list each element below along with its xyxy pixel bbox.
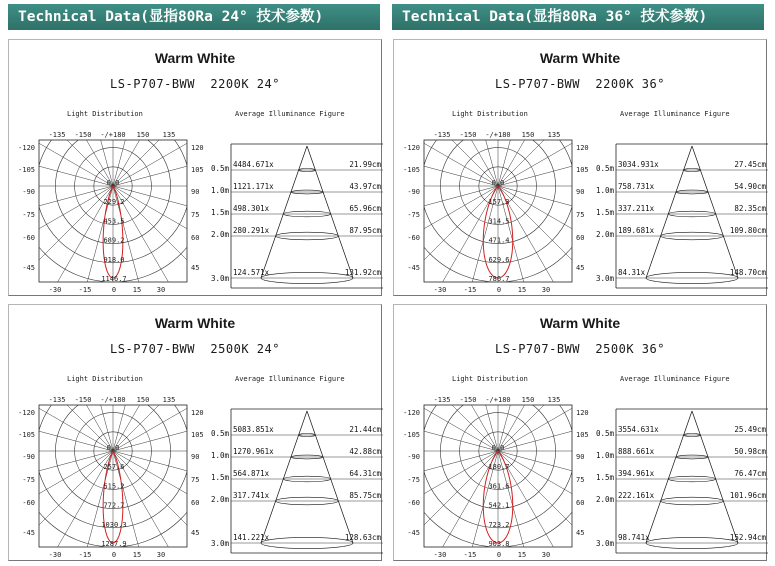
polar-ring-value: 723.2 [488,520,510,529]
angle-label-left: -90 [22,453,35,461]
polar-spoke [0,451,113,566]
illum-lux-value: 280.291x [233,226,270,235]
angle-label-top: -150 [74,396,92,404]
angle-label-top: -135 [48,396,66,404]
angle-label-right: 60 [191,499,200,507]
angle-label-right: 105 [191,166,204,174]
illum-distance-label: 1.5m [595,208,614,217]
angle-label-top: 135 [162,131,176,139]
angle-label-right: 60 [191,234,200,242]
angle-label-top: 135 [547,131,561,139]
illum-diameter-value: 85.75cm [349,491,381,500]
angle-label-left: -105 [18,431,35,439]
angle-label-left: -75 [22,476,35,484]
illum-distance-label: 0.5m [210,429,229,438]
angle-label-top: -/+180 [485,396,511,404]
angle-label-bottom: -30 [48,551,62,559]
illum-lux-value: 189.681x [618,226,655,235]
illum-distance-label: 3.0m [210,539,229,548]
angle-label-bottom: -30 [433,551,447,559]
angle-label-right: 90 [191,453,200,461]
angle-label-top: -150 [459,131,477,139]
illum-lux-value: 5083.851x [233,425,274,434]
angle-label-right: 105 [576,166,589,174]
angle-label-bottom: 0 [496,286,502,294]
panel-2500k-24deg [8,304,382,561]
angle-label-right: 105 [191,431,204,439]
angle-label-left: -75 [22,211,35,219]
illum-diameter-value: 27.45cm [734,160,766,169]
illum-cone-right [307,411,353,543]
angle-label-left: -90 [22,188,35,196]
angle-label-top: -/+180 [100,131,126,139]
angle-label-left: -45 [22,529,35,537]
polar-center-value: 0.0 [106,444,120,452]
illum-cone-right [692,411,738,543]
illum-lux-value: 498.301x [233,204,270,213]
polar-ring-value: 542.1 [488,501,510,510]
polar-ring-value: 1146.7 [101,275,127,283]
angle-label-bottom: 0 [111,286,117,294]
illum-distance-label: 0.5m [595,429,614,438]
illum-distance-label: 0.5m [595,164,614,173]
angle-label-bottom: -30 [433,286,447,294]
panel-title: Warm White [154,50,236,66]
angle-label-left: -60 [407,499,420,507]
average-illuminance-chart [210,120,383,296]
angle-label-left: -105 [403,431,420,439]
illum-diameter-value: 109.80cm [729,226,766,235]
panel-title: Warm White [539,50,621,66]
angle-label-left: -60 [22,234,35,242]
illum-diameter-value: 152.94cm [729,533,766,542]
illum-diameter-value: 50.98cm [734,447,766,456]
illum-diameter-value: 148.70cm [729,268,766,277]
polar-light-distribution-chart [11,120,221,296]
angle-label-right: 60 [576,234,585,242]
illuminance-label: Average Illuminance Figure [620,110,730,118]
angle-label-right: 75 [576,476,585,484]
angle-label-left: -75 [407,476,420,484]
illum-distance-label: 2.0m [210,230,229,239]
angle-label-top: 150 [521,396,535,404]
panel-model: LS-P707-BWW 2200K 24° [110,77,280,91]
illum-diameter-value: 82.35cm [734,204,766,213]
angle-label-top: 150 [521,131,535,139]
illum-lux-value: 337.211x [618,204,655,213]
illum-lux-value: 394.961x [618,469,655,478]
angle-label-left: -120 [403,409,420,417]
illum-distance-label: 1.0m [595,186,614,195]
panel-2200k-24deg [8,39,382,296]
angle-label-left: -60 [22,499,35,507]
panel-title: Warm White [539,315,621,331]
illum-distance-label: 1.5m [210,208,229,217]
polar-ring-value: 157.3 [488,198,510,207]
panel-model: LS-P707-BWW 2200K 36° [495,77,665,91]
section-header-36deg: Technical Data(显指80Ra 36° 技术参数) [392,4,764,30]
polar-ring-value: 257.6 [103,463,125,472]
average-illuminance-chart [595,385,768,561]
angle-label-bottom: -15 [78,551,92,559]
light-distribution-label: Light Distribution [452,375,528,383]
illum-diameter-value: 128.63cm [344,533,381,542]
angle-label-right: 90 [576,453,585,461]
illum-diameter-value: 131.92cm [344,268,381,277]
angle-label-top: -/+180 [100,396,126,404]
angle-label-top: 135 [162,396,176,404]
angle-label-bottom: 30 [541,286,551,294]
illum-diameter-value: 42.88cm [349,447,381,456]
angle-label-right: 75 [191,211,200,219]
angle-label-top: 150 [136,131,150,139]
polar-ring-value: 361.6 [488,482,510,491]
polar-ring-value: 515.2 [103,482,125,491]
angle-label-bottom: 0 [496,551,502,559]
angle-label-bottom: 30 [156,286,166,294]
angle-label-top: -150 [74,131,92,139]
illum-distance-label: 1.0m [210,186,229,195]
illum-distance-label: 1.0m [210,451,229,460]
illum-lux-value: 3034.931x [618,160,659,169]
illum-lux-value: 222.161x [618,491,655,500]
polar-ring-value: 453.5 [103,217,125,226]
angle-label-top: 135 [547,396,561,404]
polar-ring-value: 471.4 [488,236,510,245]
illum-diameter-value: 25.49cm [734,425,766,434]
illum-lux-value: 758.731x [618,182,655,191]
illum-lux-value: 84.31x [618,268,646,277]
light-distribution-label: Light Distribution [67,110,143,118]
illum-diameter-value: 65.96cm [349,204,381,213]
illum-distance-label: 2.0m [595,495,614,504]
angle-label-left: -90 [407,453,420,461]
angle-label-bottom: 15 [517,551,527,559]
polar-ring-value: 229.2 [103,198,125,207]
angle-label-bottom: 30 [541,551,551,559]
illum-lux-value: 124.571x [233,268,270,277]
illum-distance-label: 3.0m [595,539,614,548]
angle-label-right: 90 [191,188,200,196]
angle-label-left: -105 [18,166,35,174]
illuminance-label: Average Illuminance Figure [620,375,730,383]
polar-ring-value: 918.0 [103,255,125,264]
illum-distance-label: 1.0m [595,451,614,460]
polar-center-value: 0.0 [106,179,120,187]
angle-label-bottom: -15 [78,286,92,294]
illum-lux-value: 1270.961x [233,447,274,456]
polar-ring-value: 772.7 [103,501,125,510]
section-header-24deg: Technical Data(显指80Ra 24° 技术参数) [8,4,380,30]
illum-lux-value: 4484.671x [233,160,274,169]
angle-label-right: 120 [576,409,589,417]
illum-lux-value: 98.741x [618,533,650,542]
angle-label-top: 150 [136,396,150,404]
angle-label-top: -135 [48,131,66,139]
angle-label-right: 90 [576,188,585,196]
polar-ring-value: 180.7 [488,463,510,472]
polar-center-value: 0.0 [491,179,505,187]
polar-light-distribution-chart [396,120,606,296]
angle-label-left: -90 [407,188,420,196]
angle-label-left: -45 [407,264,420,272]
illum-lux-value: 141.221x [233,533,270,542]
polar-center-value: 0.0 [491,444,505,452]
angle-label-left: -120 [18,409,35,417]
angle-label-left: -60 [407,234,420,242]
average-illuminance-chart [210,385,383,561]
angle-label-top: -/+180 [485,131,511,139]
angle-label-right: 45 [576,264,585,272]
polar-light-distribution-chart [11,385,221,561]
angle-label-right: 45 [576,529,585,537]
polar-ring-value: 314.5 [488,217,510,226]
illum-distance-label: 0.5m [210,164,229,173]
angle-label-bottom: 15 [132,551,142,559]
polar-ring-value: 1030.3 [101,520,127,529]
illum-diameter-value: 76.47cm [734,469,766,478]
angle-label-right: 120 [576,144,589,152]
angle-label-top: -135 [433,396,451,404]
illum-cone-right [307,146,353,278]
polar-ring-value: 903.8 [488,540,510,548]
angle-label-right: 120 [191,409,204,417]
panel-2500k-36deg [393,304,767,561]
angle-label-right: 105 [576,431,589,439]
angle-label-top: -150 [459,396,477,404]
angle-label-left: -105 [403,166,420,174]
illum-diameter-value: 64.31cm [349,469,381,478]
illum-diameter-value: 21.99cm [349,160,381,169]
angle-label-left: -45 [407,529,420,537]
illum-lux-value: 317.741x [233,491,270,500]
polar-light-distribution-chart [396,385,606,561]
angle-label-right: 75 [191,476,200,484]
illum-lux-value: 1121.171x [233,182,274,191]
illum-diameter-value: 54.90cm [734,182,766,191]
light-distribution-label: Light Distribution [452,110,528,118]
angle-label-right: 45 [191,529,200,537]
light-distribution-label: Light Distribution [67,375,143,383]
illuminance-label: Average Illuminance Figure [235,375,345,383]
angle-label-bottom: -15 [463,286,477,294]
illum-distance-label: 1.5m [210,473,229,482]
angle-label-left: -45 [22,264,35,272]
illum-diameter-value: 43.97cm [349,182,381,191]
illum-lux-value: 888.661x [618,447,655,456]
illum-distance-label: 2.0m [210,495,229,504]
illum-diameter-value: 21.44cm [349,425,381,434]
illum-diameter-value: 87.95cm [349,226,381,235]
angle-label-right: 60 [576,499,585,507]
angle-label-bottom: 30 [156,551,166,559]
polar-ring-value: 1287.9 [101,540,127,548]
polar-ring-value: 689.2 [103,236,125,245]
illum-distance-label: 2.0m [595,230,614,239]
angle-label-bottom: 15 [132,286,142,294]
polar-ring-value: 786.7 [488,275,510,283]
average-illuminance-chart [595,120,768,296]
angle-label-left: -120 [18,144,35,152]
illum-lux-value: 564.871x [233,469,270,478]
angle-label-bottom: -15 [463,551,477,559]
illum-distance-label: 3.0m [595,274,614,283]
panel-title: Warm White [154,315,236,331]
angle-label-bottom: 15 [517,286,527,294]
angle-label-left: -75 [407,211,420,219]
polar-ring-value: 629.6 [488,255,510,264]
panel-model: LS-P707-BWW 2500K 24° [110,342,280,356]
illum-lux-value: 3554.631x [618,425,659,434]
angle-label-right: 75 [576,211,585,219]
panel-2200k-36deg [393,39,767,296]
illuminance-label: Average Illuminance Figure [235,110,345,118]
illum-cone-right [692,146,738,278]
angle-label-bottom: 0 [111,551,117,559]
panel-model: LS-P707-BWW 2500K 36° [495,342,665,356]
illum-diameter-value: 101.96cm [729,491,766,500]
illum-distance-label: 1.5m [595,473,614,482]
angle-label-bottom: -30 [48,286,62,294]
angle-label-right: 45 [191,264,200,272]
angle-label-top: -135 [433,131,451,139]
illum-distance-label: 3.0m [210,274,229,283]
angle-label-right: 120 [191,144,204,152]
angle-label-left: -120 [403,144,420,152]
